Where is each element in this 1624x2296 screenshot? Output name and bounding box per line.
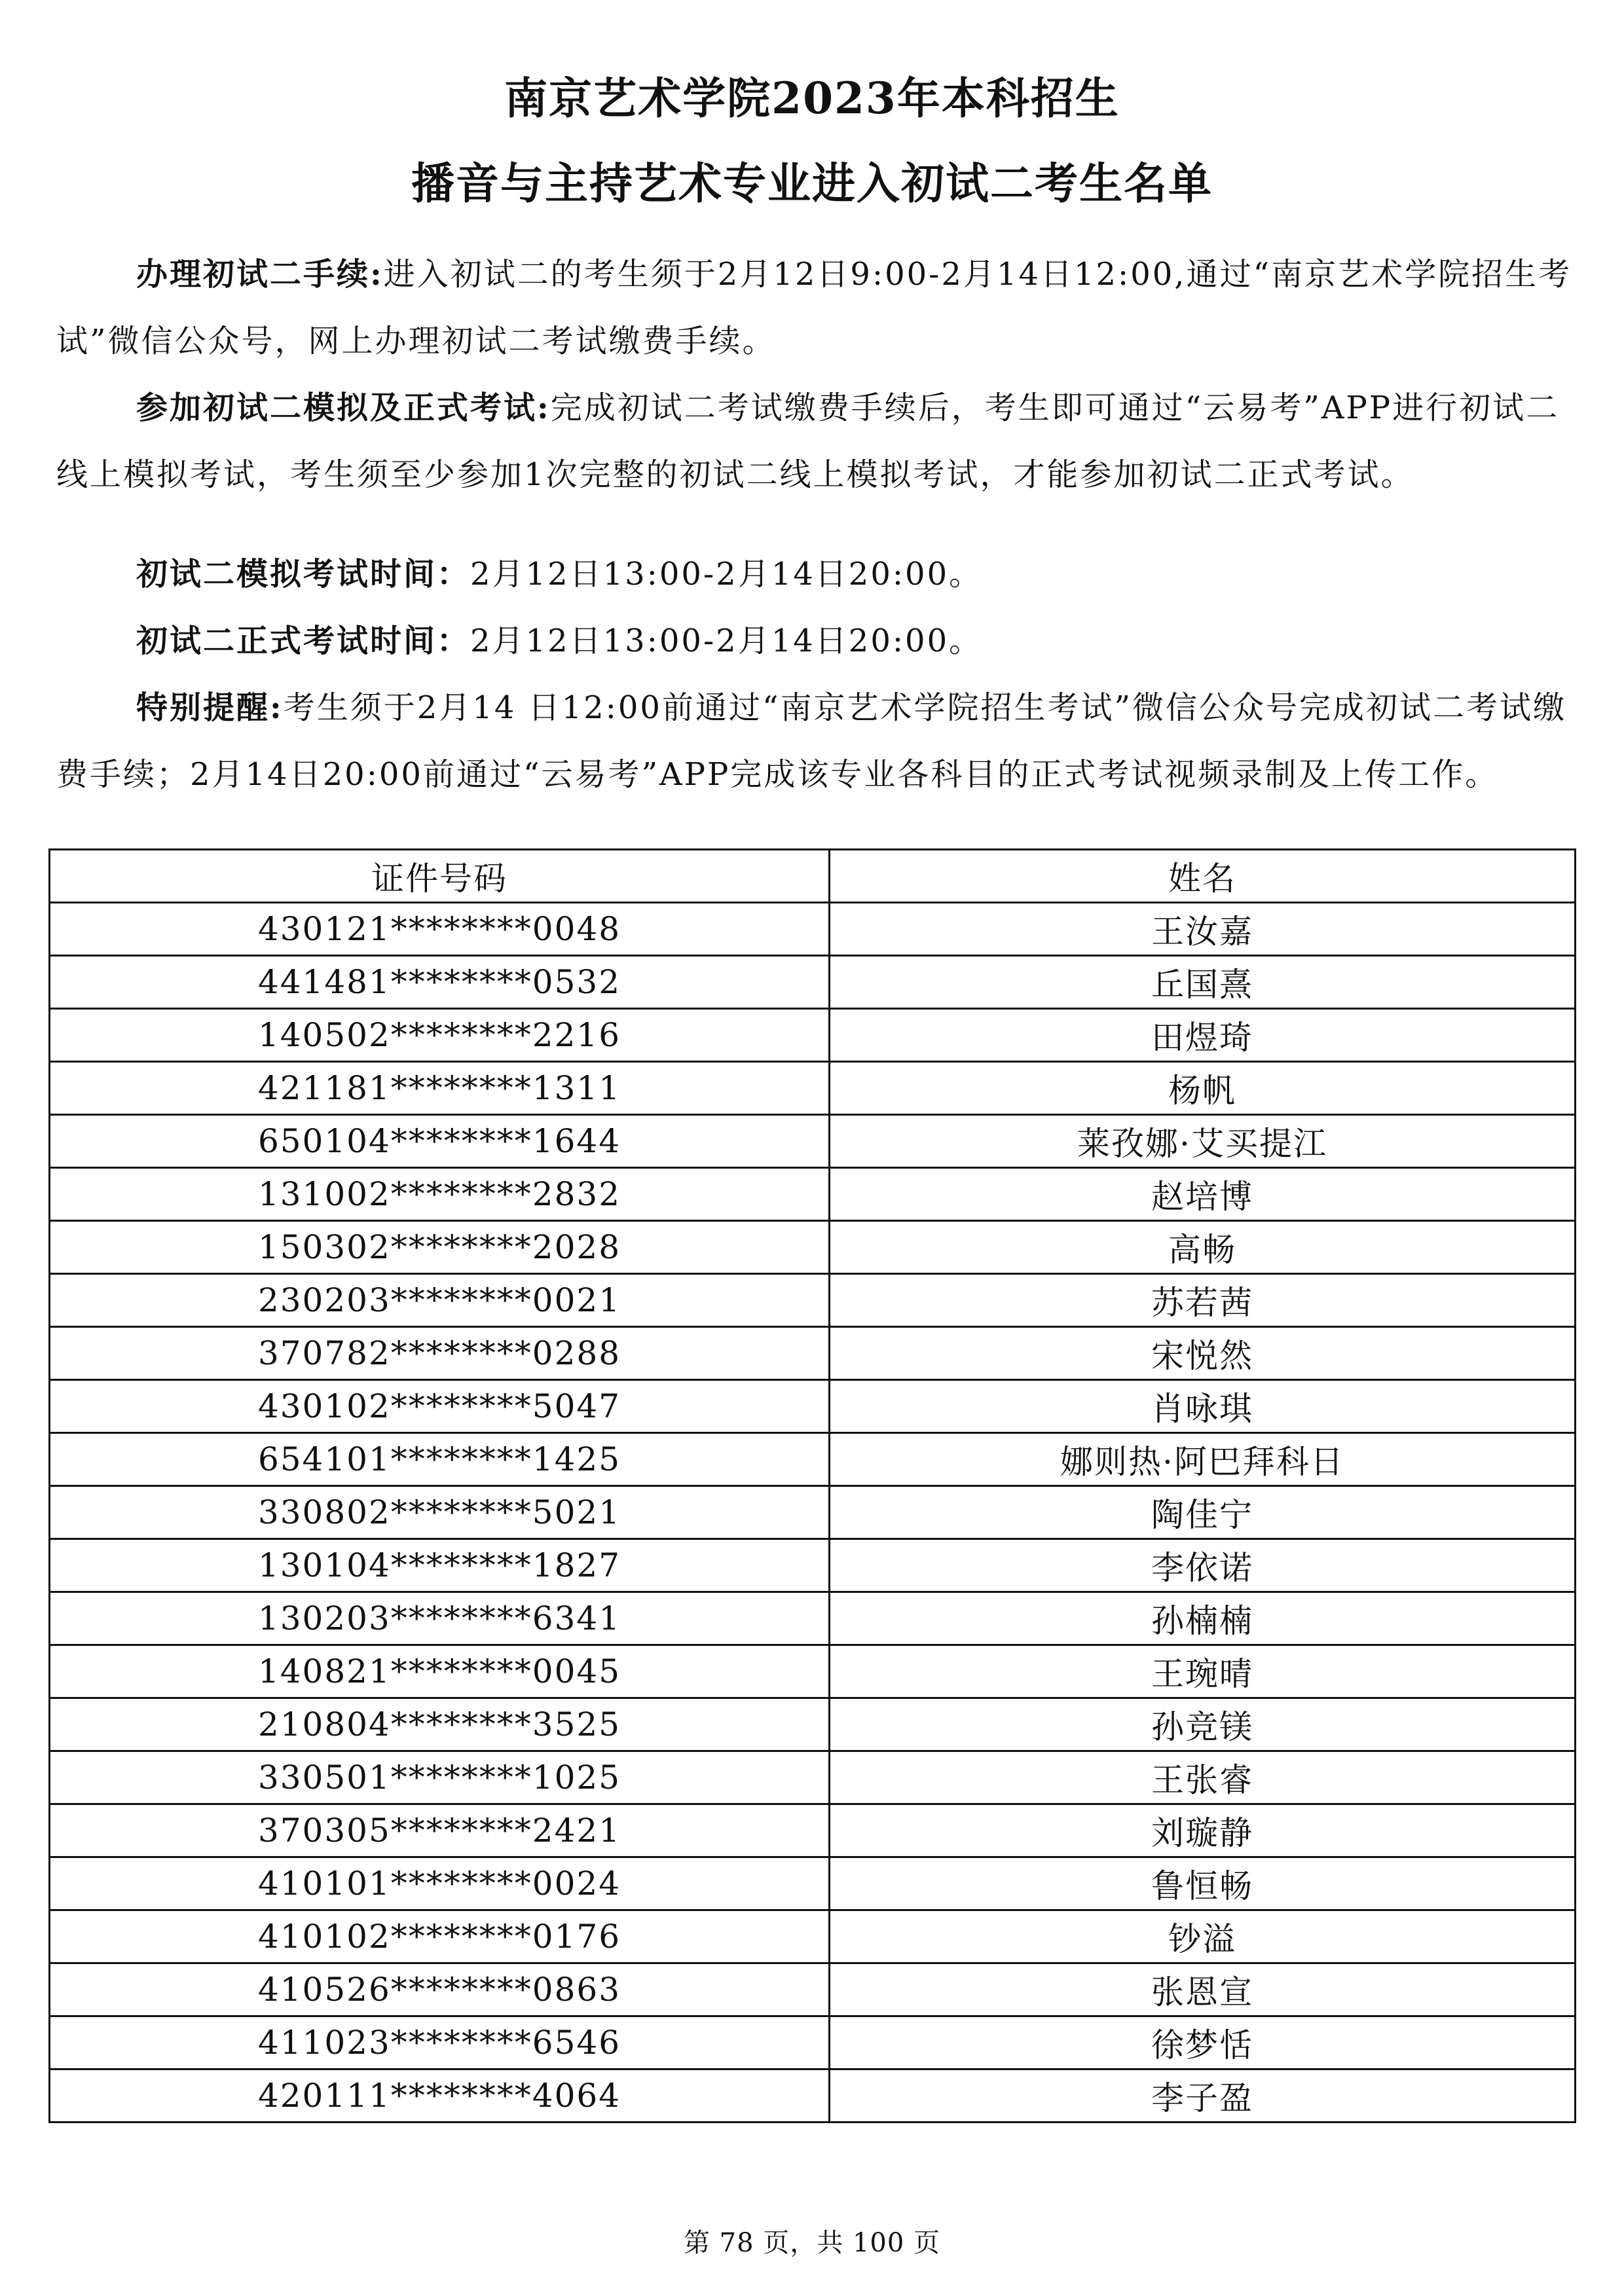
name-cell: 钞溢 xyxy=(830,1910,1576,1963)
name-cell: 王张睿 xyxy=(830,1751,1576,1804)
name-cell: 娜则热·阿巴拜科日 xyxy=(830,1433,1576,1486)
notice-mock-exam-time-lead: 初试二模拟考试时间： xyxy=(136,556,471,592)
table-header-row xyxy=(50,850,1576,903)
table-row xyxy=(50,1645,1576,1698)
id-number-cell: 430121********0048 xyxy=(50,903,830,956)
table-row xyxy=(50,2069,1576,2123)
id-number-cell: 430102********5047 xyxy=(50,1380,830,1433)
name-cell: 肖咏琪 xyxy=(830,1380,1576,1433)
id-number-cell: 410526********0863 xyxy=(50,1963,830,2016)
id-number-cell: 650104********1644 xyxy=(50,1115,830,1168)
name-cell: 刘璇静 xyxy=(830,1804,1576,1857)
id-number-cell: 411023********6546 xyxy=(50,2016,830,2069)
notice-exam-participation xyxy=(56,374,1576,508)
column-header-id-number: 证件号码 xyxy=(50,850,830,903)
table-row xyxy=(50,1751,1576,1804)
notice-formal-exam-time-body: 2月12日13:00-2月14日20:00。 xyxy=(470,623,983,659)
notice-procedures-body: 进入初试二的考生须于2月12日9:00-2月14日12:00,通过“南京艺术学院招生考试”微信公众号，网上办理初试二考试缴费手续。 xyxy=(56,256,1572,359)
name-cell: 孙竞镁 xyxy=(830,1698,1576,1751)
name-cell: 杨帆 xyxy=(830,1062,1576,1115)
page-number: 第 78 页，共 100 页 xyxy=(683,2228,941,2258)
name-cell: 王琬晴 xyxy=(830,1645,1576,1698)
table-row xyxy=(50,1115,1576,1168)
id-number-cell: 230203********0021 xyxy=(50,1274,830,1327)
name-cell: 鲁恒畅 xyxy=(830,1857,1576,1910)
name-cell: 赵培博 xyxy=(830,1168,1576,1221)
id-number-cell: 150302********2028 xyxy=(50,1221,830,1274)
table-row xyxy=(50,1168,1576,1221)
id-number-cell: 410102********0176 xyxy=(50,1910,830,1963)
table-body xyxy=(50,903,1576,2123)
table-row xyxy=(50,1009,1576,1062)
id-number-cell: 421181********1311 xyxy=(50,1062,830,1115)
name-cell: 苏若茜 xyxy=(830,1274,1576,1327)
notice-mock-exam-time-body: 2月12日13:00-2月14日20:00。 xyxy=(470,556,983,592)
id-number-cell: 130104********1827 xyxy=(50,1539,830,1592)
name-cell: 田煜琦 xyxy=(830,1009,1576,1062)
name-cell: 宋悦然 xyxy=(830,1327,1576,1380)
table-row xyxy=(50,1221,1576,1274)
id-number-cell: 330501********1025 xyxy=(50,1751,830,1804)
id-number-cell: 441481********0532 xyxy=(50,956,830,1009)
table-row xyxy=(50,1963,1576,2016)
table-row xyxy=(50,1804,1576,1857)
name-cell: 陶佳宁 xyxy=(830,1486,1576,1539)
notice-special-reminder-lead: 特别提醒: xyxy=(136,689,284,726)
notice-procedures-lead: 办理初试二手续: xyxy=(136,256,384,293)
name-cell: 张恩宣 xyxy=(830,1963,1576,2016)
table-row xyxy=(50,1327,1576,1380)
column-header-name: 姓名 xyxy=(830,850,1576,903)
id-number-cell: 210804********3525 xyxy=(50,1698,830,1751)
id-number-cell: 330802********5021 xyxy=(50,1486,830,1539)
table-row xyxy=(50,2016,1576,2069)
table-row xyxy=(50,956,1576,1009)
table-row xyxy=(50,1486,1576,1539)
name-cell: 徐梦恬 xyxy=(830,2016,1576,2069)
table-row xyxy=(50,1062,1576,1115)
id-number-cell: 370782********0288 xyxy=(50,1327,830,1380)
name-cell: 李子盈 xyxy=(830,2069,1576,2123)
id-number-cell: 410101********0024 xyxy=(50,1857,830,1910)
id-number-cell: 140502********2216 xyxy=(50,1009,830,1062)
table-row xyxy=(50,1380,1576,1433)
notice-exam-participation-body: 完成初试二考试缴费手续后，考生即可通过“云易考”APP进行初试二线上模拟考试，考生须至少参加1次完整的初试二线上模拟考试，才能参加初试二正式考试。 xyxy=(56,390,1560,493)
notice-exam-participation-lead: 参加初试二模拟及正式考试: xyxy=(136,390,551,426)
candidate-table xyxy=(48,848,1576,2123)
id-number-cell: 370305********2421 xyxy=(50,1804,830,1857)
id-number-cell: 140821********0045 xyxy=(50,1645,830,1698)
name-cell: 丘国熹 xyxy=(830,956,1576,1009)
id-number-cell: 420111********4064 xyxy=(50,2069,830,2123)
name-cell: 孙楠楠 xyxy=(830,1592,1576,1645)
table-row xyxy=(50,1698,1576,1751)
table-row xyxy=(50,1592,1576,1645)
name-cell: 高畅 xyxy=(830,1221,1576,1274)
table-row xyxy=(50,1910,1576,1963)
table-row xyxy=(50,1857,1576,1910)
table-row xyxy=(50,903,1576,956)
notice-procedures xyxy=(56,241,1576,374)
id-number-cell: 654101********1425 xyxy=(50,1433,830,1486)
table-row xyxy=(50,1274,1576,1327)
table-row xyxy=(50,1433,1576,1486)
table-row xyxy=(50,1539,1576,1592)
name-cell: 李依诺 xyxy=(830,1539,1576,1592)
document-subtitle: 播音与主持艺术专业进入初试二考生名单 xyxy=(411,158,1213,209)
notice-mock-exam-time xyxy=(56,541,1576,808)
id-number-cell: 131002********2832 xyxy=(50,1168,830,1221)
name-cell: 王汝嘉 xyxy=(830,903,1576,956)
notice-special-reminder-body: 考生须于2月14 日12:00前通过“南京艺术学院招生考试”微信公众号完成初试二考试缴费手续；2月14日20:00前通过“云易考”APP完成该专业各科目的正式考试视频录制及上传工作。 xyxy=(56,689,1567,793)
name-cell: 莱孜娜·艾买提江 xyxy=(830,1115,1576,1168)
document-title: 南京艺术学院2023年本科招生 xyxy=(504,73,1120,124)
notice-formal-exam-time-lead: 初试二正式考试时间： xyxy=(136,623,471,659)
id-number-cell: 130203********6341 xyxy=(50,1592,830,1645)
